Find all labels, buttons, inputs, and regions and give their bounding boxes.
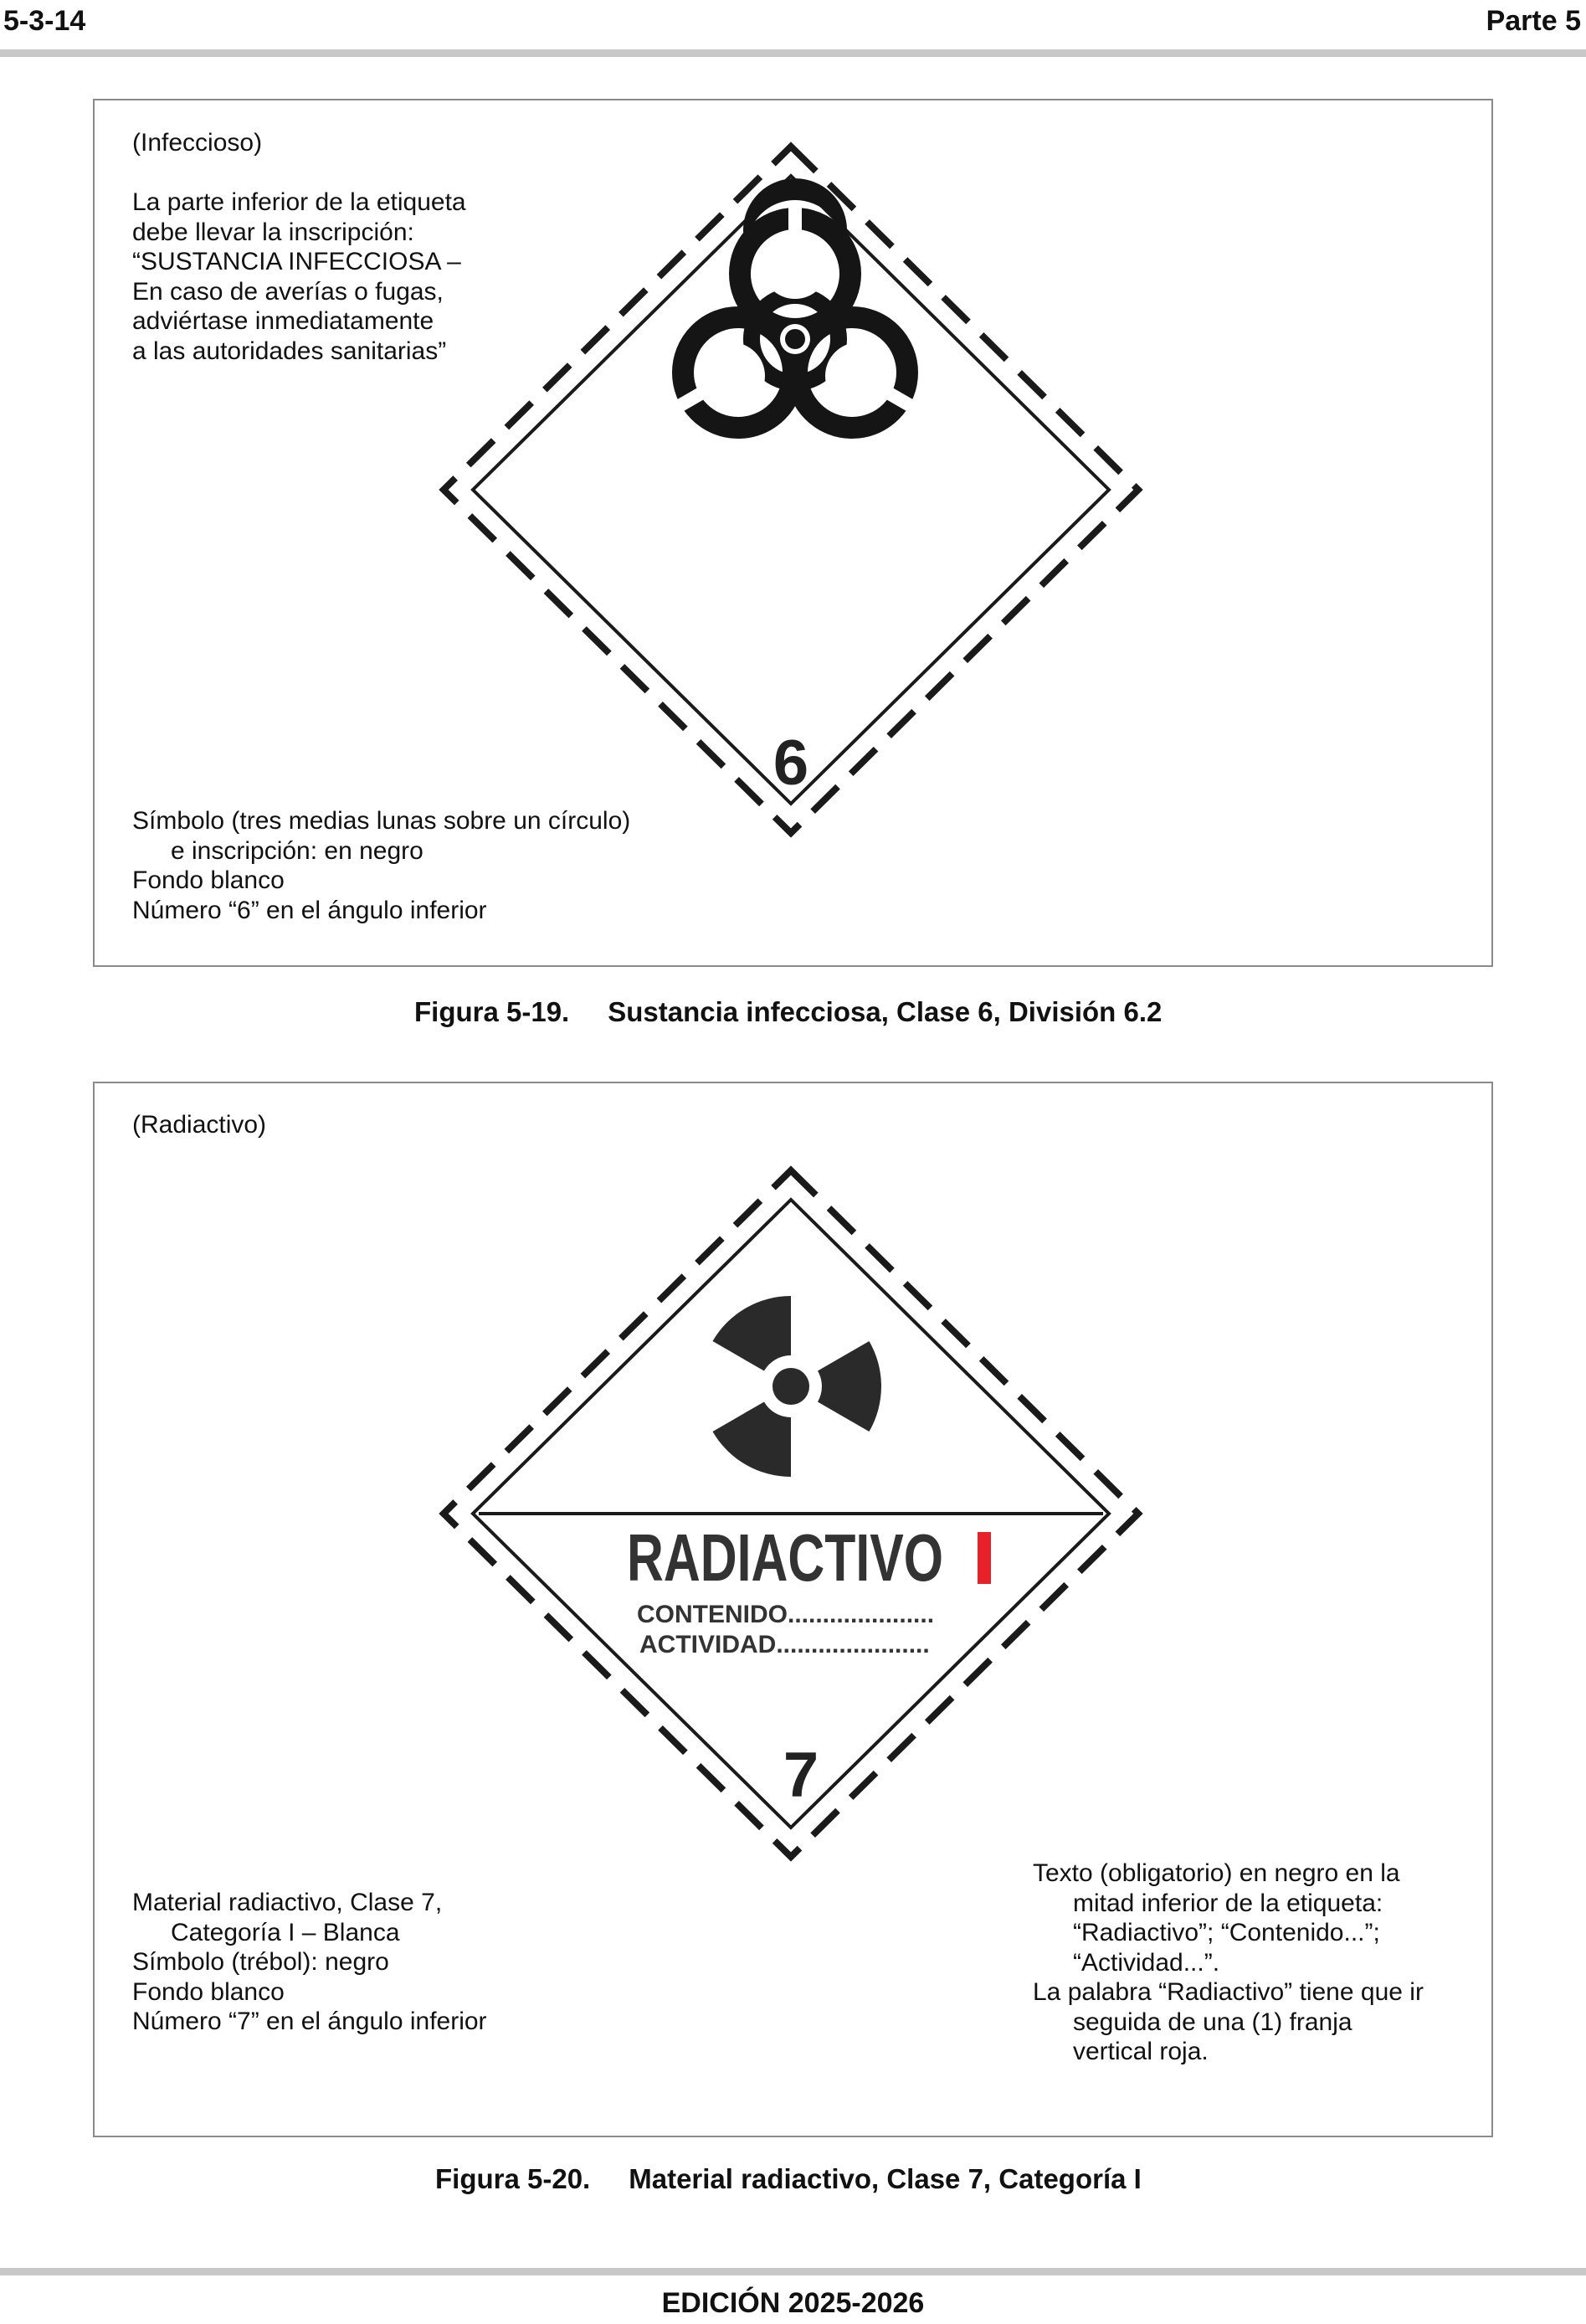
description-line: La palabra “Radiactivo” tiene que ir — [1033, 1978, 1424, 2006]
red-vertical-stripe — [978, 1532, 991, 1584]
description-line: e inscripción: en negro — [171, 836, 423, 865]
actividad-line: ACTIVIDAD...................... — [639, 1631, 930, 1658]
figure-5-19-description — [132, 806, 630, 925]
caption-number: Figura 5-19. — [414, 996, 570, 1027]
description-line: Número “6” en el ángulo inferior — [132, 896, 487, 924]
description-line: Categoría I – Blanca — [171, 1918, 400, 1946]
description-line: “Radiactivo”; “Contenido...”; — [1073, 1919, 1380, 1946]
note-line: debe llevar la inscripción: — [132, 218, 414, 246]
radioactive-label — [444, 1170, 1138, 1865]
caption-text: Sustancia infecciosa, Clase 6, División 6.2 — [608, 996, 1163, 1027]
description-line: seguida de una (1) franja — [1073, 2008, 1352, 2036]
figure-5-20-tag: (Radiactivo) — [132, 1111, 267, 1139]
figure-5-19-tag: (Infeccioso) — [132, 129, 263, 157]
description-line: Fondo blanco — [132, 866, 285, 894]
description-line: Texto (obligatorio) en negro en la — [1033, 1859, 1400, 1887]
description-line: Símbolo (tres medias lunas sobre un círculo) — [132, 807, 631, 835]
page-number: 5-3-14 — [3, 5, 86, 37]
part-label: Parte 5 — [1486, 5, 1581, 37]
figure-5-19-caption — [414, 996, 1162, 1028]
description-line: Símbolo (trébol): negro — [132, 1948, 389, 1976]
figure-5-20-description-left — [132, 1888, 487, 2037]
radiactivo-word: RADIACTIVO — [627, 1520, 943, 1595]
description-line: “Actividad...”. — [1073, 1948, 1220, 1977]
figure-5-20-caption — [435, 2163, 1142, 2195]
note-line: a las autoridades sanitarias” — [132, 337, 447, 365]
class-number: 6 — [772, 728, 809, 799]
figure-5-20-description-right — [1033, 1859, 1424, 2067]
footer-rule — [0, 2268, 1586, 2275]
description-line: Material radiactivo, Clase 7, — [132, 1889, 443, 1916]
description-line: Número “7” en el ángulo inferior — [132, 2008, 487, 2035]
description-line: mitad inferior de la etiqueta: — [1073, 1889, 1383, 1917]
description-line: Fondo blanco — [132, 1977, 285, 2006]
figure-5-19-note — [132, 188, 466, 366]
note-line: adviértase inmediatamente — [132, 307, 434, 335]
note-line: En caso de averías o fugas, — [132, 277, 444, 306]
contenido-line: CONTENIDO..................... — [637, 1601, 935, 1628]
description-line: vertical roja. — [1073, 2038, 1209, 2065]
class-number: 7 — [783, 1740, 819, 1811]
note-line: “SUSTANCIA INFECCIOSA – — [132, 248, 461, 275]
note-line: La parte inferior de la etiqueta — [132, 188, 466, 216]
infectious-substance-label — [444, 147, 1138, 841]
edition-footer: EDICIÓN 2025-2026 — [661, 2287, 925, 2319]
caption-number: Figura 5-20. — [435, 2163, 591, 2194]
caption-text: Material radiactivo, Clase 7, Categoría I — [629, 2163, 1142, 2194]
header-rule — [0, 49, 1586, 57]
